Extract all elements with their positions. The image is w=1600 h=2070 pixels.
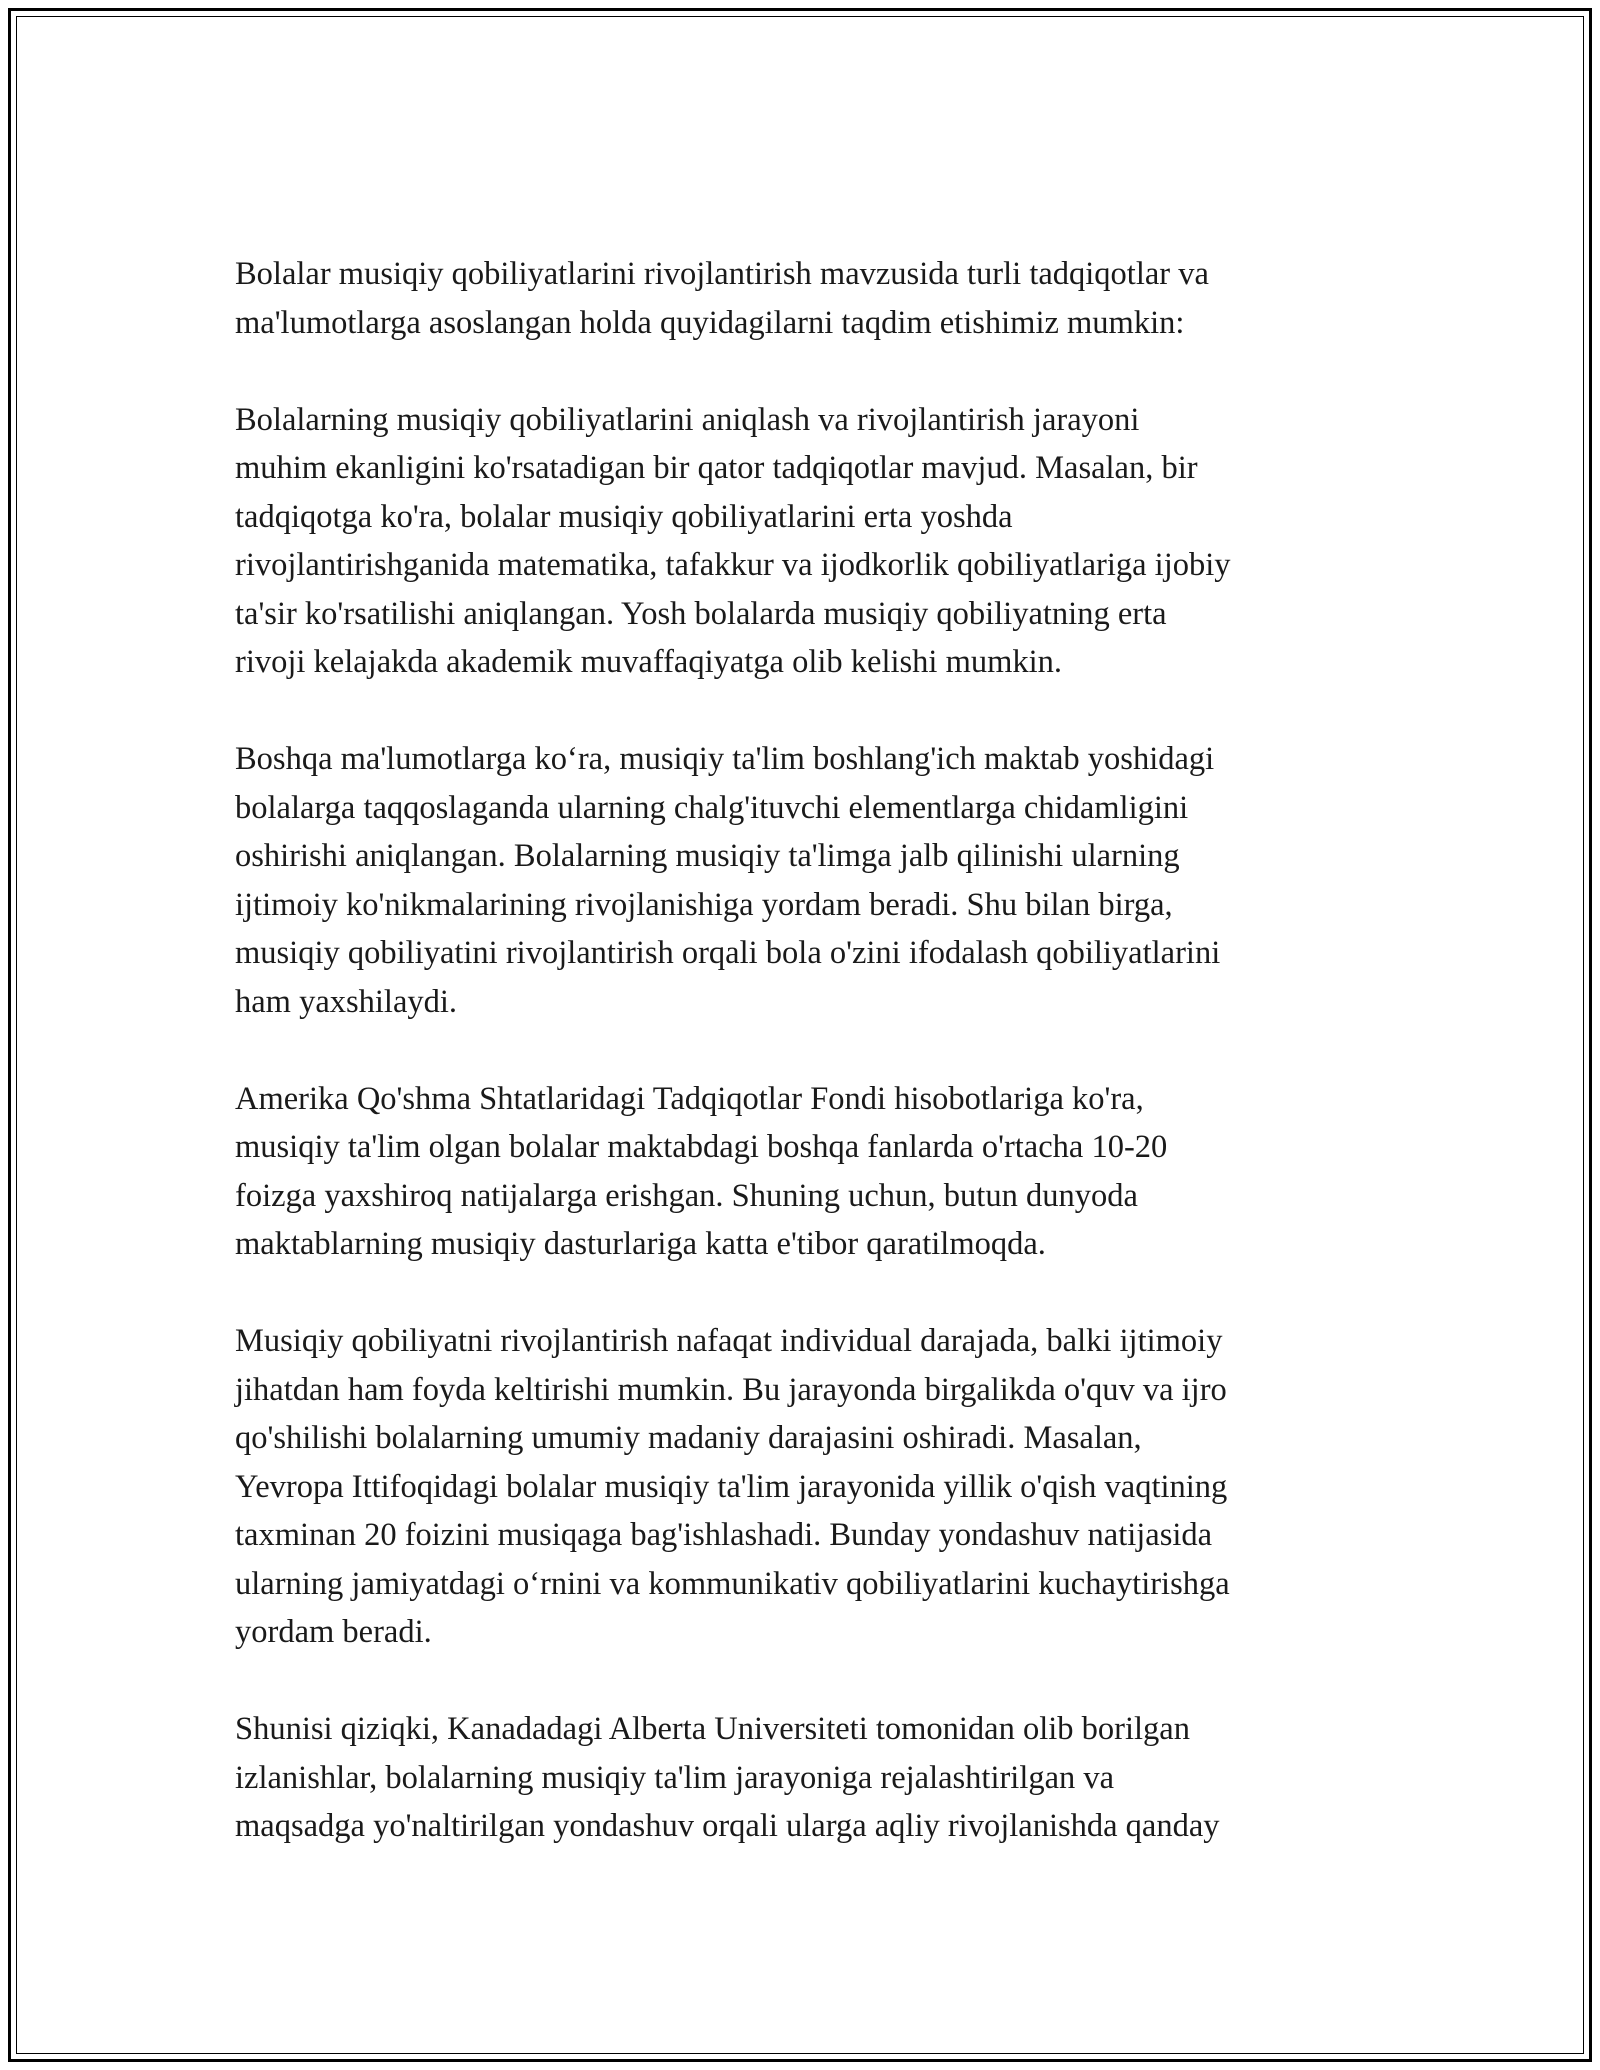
paragraph-6: Shunisi qiziqki, Kanadadagi Alberta Universiteti tomonidan olib borilgan izlanishlar, bolalarning musiqiy ta'lim jarayoniga rejalashtirilgan va maqsadga yo'naltirilgan yondashuv orqali ularga aqliy rivojlanishda qanday <box>235 1711 1220 1844</box>
paragraph-2: Bolalarning musiqiy qobiliyatlarini aniqlash va rivojlantirish jarayoni muhim ekanligini ko'rsatadigan bir qator tadqiqotlar mavjud. Masalan, bir tadqiqotga ko'ra, bolalar musiqiy qobiliyatlarini erta yoshda rivojlantirishganida matematika, tafakkur va ijodkorlik qobiliyatlariga ijobiy ta'sir ko'rsatilishi aniqlangan. Yosh bolalarda musiqiy qobiliyatning erta rivoji kelajakda akademik muvaffaqiyatga olib kelishi mumkin. <box>235 401 1231 680</box>
document-body <box>235 250 1365 1899</box>
paragraph-5: Musiqiy qobiliyatni rivojlantirish nafaqat individual darajada, balki ijtimoiy jihatdan ham foyda keltirishi mumkin. Bu jarayonda birgalikda o'quv va ijro qo'shilishi bolalarning umumiy madaniy darajasini oshiradi. Masalan, Yevropa Ittifoqidagi bolalar musiqiy ta'lim jarayonida yillik o'qish vaqtining taxminan 20 foizini musiqaga bag'ishlashadi. Bunday yondashuv natijasida ularning jamiyatdagi o‘rnini va kommunikativ qobiliyatlarini kuchaytirishga yordam beradi. <box>235 1323 1230 1650</box>
paragraph-3: Boshqa ma'lumotlarga ko‘ra, musiqiy ta'lim boshlang'ich maktab yoshidagi bolalarga taqqoslaganda ularning chalg'ituvchi elementlarga chidamligini oshirishi aniqlangan. Bolalarning musiqiy ta'limga jalb qilinishi ularning ijtimoiy ko'nikmalarining rivojlanishiga yordam beradi. Shu bilan birga, musiqiy qobiliyatini rivojlantirish orqali bola o'zini ifodalash qobiliyatlarini ham yaxshilaydi. <box>235 741 1221 1020</box>
paragraph-1: Bolalar musiqiy qobiliyatlarini rivojlantirish mavzusida turli tadqiqotlar va ma'lumotlarga asoslangan holda quyidagilarni taqdim etishimiz mumkin: <box>235 256 1209 341</box>
paragraph-4: Amerika Qo'shma Shtatlaridagi Tadqiqotlar Fondi hisobotlariga ko'ra, musiqiy ta'lim olgan bolalar maktabdagi boshqa fanlarda o'rtacha 10-20 foizga yaxshiroq natijalarga erishgan. Shuning uchun, butun dunyoda maktablarning musiqiy dasturlariga katta e'tibor qaratilmoqda. <box>235 1080 1168 1262</box>
